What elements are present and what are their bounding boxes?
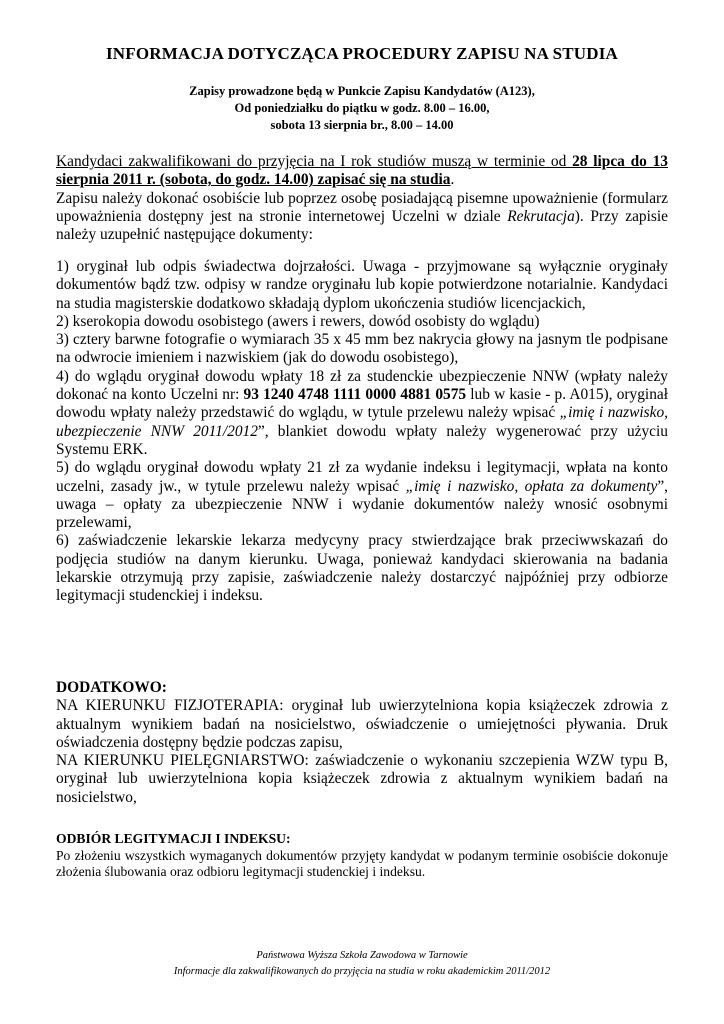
pickup-text: Po złożeniu wszystkich wymaganych dokumentów przyjęty kandydat w podanym terminie osobiście dokonuje złożenia ślubowania oraz odbioru legitymacji studenckiej i indeksu.	[56, 847, 668, 879]
footer-note: Informacje dla zakwalifikowanych do przyjęcia na studia w roku akademickim 2011/2012	[173, 966, 551, 977]
list-item-3: 3) cztery barwne fotografie o wymiarach 35 x 45 mm bez nakrycia głowy na jasnym tle podpisane na odwrocie imieniem i nazwiskiem (jak do dowodu osobistego),	[56, 331, 668, 367]
schedule-line-3: sobota 13 sierpnia br., 8.00 – 14.00	[270, 118, 454, 132]
list-item-2: 2) kserokopia dowodu osobistego (awers i rewers, dowód osobisty do wglądu)	[56, 312, 540, 330]
physiotherapy-requirements: NA KIERUNKU FIZJOTERAPIA: oryginał lub uwierzytelniona kopia książeczek zdrowia z aktualnym wynikiem badań na nosicielstwo, oświadczenie o umiejętności pływania. Druk oświadczenia dostępny będzie podczas zapisu,	[56, 697, 668, 751]
list-item-5: 5) do wglądu oryginał dowodu wpłaty 21 zł za wydanie indeksu i legitymacji, wpłata na konto uczelni, zasady jw., w tytule przelewu należy wpisać „imię i nazwisko, opłata za dokumenty”, uwaga – opłaty za ubezpieczenie NNW i wydanie dokumentów należy wnosić osobnymi przelewami,	[56, 459, 668, 532]
nursing-requirements: NA KIERUNKU PIELĘGNIARSTWO: zaświadczenie o wykonaniu szczepienia WZW typu B, oryginał lub uwierzytelniona kopia książeczek zdrowia z aktualnym wynikiem badań na nosicielstwo,	[56, 752, 668, 806]
list-item-1: 1) oryginał lub odpis świadectwa dojrzałości. Uwaga - przyjmowane są wyłącznie oryginały dokumentów bądź tzw. odpisy w randze oryginału lub kopie potwierdzone notarialnie. Kandydaci na studia magisterskie dodatkowo składają dyplom ukończenia studiów licencjackich,	[56, 258, 668, 312]
pickup-heading: ODBIÓR LEGITYMACJI I INDEKSU:	[56, 831, 291, 846]
footer-institution: Państwowa Wyższa Szkoła Zawodowa w Tarnowie	[256, 950, 468, 961]
transfer-title-nnw: „imię i nazwisko, ubezpieczenie NNW 2011/2012	[56, 404, 669, 440]
documents-list	[56, 258, 668, 606]
schedule-line-2: Od poniedziałku do piątku w godz. 8.00 – 16.00,	[234, 101, 490, 115]
transfer-title-documents: „imię i nazwisko, opłata za dokumenty	[405, 477, 658, 495]
page-title: INFORMACJA DOTYCZĄCA PROCEDURY ZAPISU NA STUDIA	[105, 44, 619, 63]
deadline-dates: 28 lipca do 13 sierpnia 2011 r. (sobota, do godz. 14.00) zapisać się na studia	[56, 153, 668, 189]
schedule-line-1: Zapisy prowadzone będą w Punkcie Zapisu Kandydatów (A123),	[189, 84, 535, 98]
bank-account-number: 93 1240 4748 1111 0000 4881 0575	[243, 386, 467, 404]
proxy-statement: Zapisu należy dokonać osobiście lub poprzez osobę posiadającą pisemne upoważnienie (formularz upoważnienia dostępny jest na stronie internetowej Uczelni w dziale Rekrutacja). Przy zapisie należy uzupełnić następujące dokumenty:	[56, 189, 668, 244]
list-item-4: 4) do wglądu oryginał dowodu wpłaty 18 zł za studenckie ubezpieczenie NNW (wpłaty należy dokonać na konto Uczelni nr: 93 1240 4748 1111 0000 4881 0575 lub w kasie - p. A015), oryginał dowodu wpłaty należy przedstawić do wglądu, w tytule przelewu należy wpisać „imię i nazwisko, ubezpieczenie NNW 2011/2012”, blankiet dowodu wpłaty należy wygenerować przy użyciu Systemu ERK.	[56, 367, 669, 458]
additional-section	[56, 679, 668, 807]
intro-paragraph	[56, 153, 668, 244]
deadline-statement	[56, 153, 668, 190]
deadline-end: .	[450, 171, 455, 189]
rekrutacja-reference: Rekrutacja	[507, 207, 575, 225]
list-item-6: 6) zaświadczenie lekarskie lekarza medycyny pracy stwierdzające brak przeciwwskazań do podjęcia studiów na danym kierunku. Uwaga, ponieważ kandydaci skierowania na badania lekarskie otrzymują przy zapisie, zaświadczenie należy dostarczyć najpóźniej przy odbiorze legitymacji studenckiej i indeksu.	[56, 532, 668, 605]
deadline-lead: Kandydaci zakwalifikowani do przyjęcia na I rok studiów muszą w terminie od	[56, 153, 573, 170]
pickup-section	[56, 831, 668, 881]
additional-heading: DODATKOWO:	[56, 679, 167, 696]
